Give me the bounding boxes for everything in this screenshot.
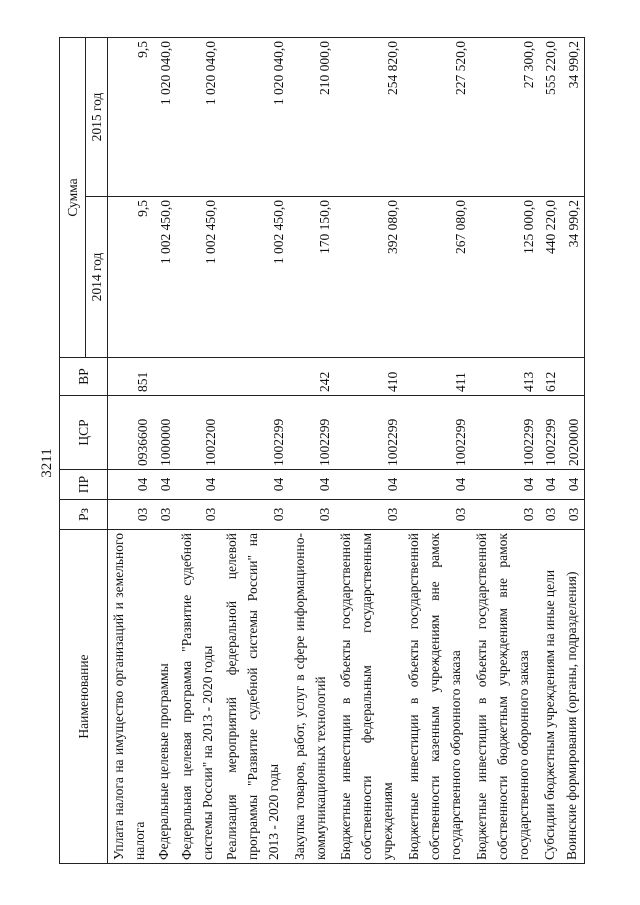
cell-csr: 1002299 xyxy=(539,396,562,470)
cell-y2015: 34 990,2 xyxy=(561,37,584,196)
cell-y2015: 9,5 xyxy=(108,37,154,196)
cell-pr: 04 xyxy=(176,470,221,500)
table-row xyxy=(471,37,539,863)
cell-pr: 04 xyxy=(221,470,289,500)
cell-vr: 851 xyxy=(108,358,154,396)
cell-rz: 03 xyxy=(403,500,471,530)
cell-name: Бюджетные инвестиции в объекты государственной собственности казенным учреждениям вне рамок государственного оборонного заказа xyxy=(403,530,471,864)
budget-table xyxy=(59,37,585,864)
cell-csr: 1002299 xyxy=(289,396,334,470)
table-row xyxy=(108,37,154,863)
cell-rz: 03 xyxy=(108,500,154,530)
budget-table-sheet xyxy=(59,38,585,864)
cell-vr xyxy=(176,358,221,396)
cell-y2015: 227 520,0 xyxy=(403,37,471,196)
cell-csr: 1002299 xyxy=(471,396,539,470)
cell-pr: 04 xyxy=(108,470,154,500)
table-row xyxy=(221,37,289,863)
header-vr: ВР xyxy=(60,358,108,396)
cell-pr: 04 xyxy=(289,470,334,500)
header-name: Наименование xyxy=(60,530,108,864)
cell-vr: 413 xyxy=(471,358,539,396)
cell-y2014: 1 002 450,0 xyxy=(176,197,221,358)
cell-csr: 1000000 xyxy=(153,396,176,470)
cell-y2015: 254 820,0 xyxy=(335,37,403,196)
header-rz: Рз xyxy=(60,500,108,530)
cell-name: Уплата налога на имущество организаций и земельного налога xyxy=(108,530,154,864)
page-number: 3211 xyxy=(39,448,55,478)
header-sum: Сумма xyxy=(60,37,86,357)
cell-rz: 03 xyxy=(289,500,334,530)
cell-y2015: 1 020 040,0 xyxy=(221,37,289,196)
cell-rz: 03 xyxy=(221,500,289,530)
cell-y2014: 34 990,2 xyxy=(561,197,584,358)
rotated-table-container xyxy=(59,38,585,864)
table-row xyxy=(153,37,176,863)
table-row xyxy=(539,37,562,863)
cell-rz: 03 xyxy=(471,500,539,530)
cell-name: Федеральные целевые программы xyxy=(153,530,176,864)
header-2014: 2014 год xyxy=(86,197,108,358)
cell-pr: 04 xyxy=(539,470,562,500)
cell-vr: 612 xyxy=(539,358,562,396)
header-2015: 2015 год xyxy=(86,37,108,196)
cell-vr xyxy=(561,358,584,396)
cell-rz: 03 xyxy=(539,500,562,530)
cell-pr: 04 xyxy=(153,470,176,500)
cell-y2015: 555 220,0 xyxy=(539,37,562,196)
cell-csr: 1002200 xyxy=(176,396,221,470)
cell-y2014: 440 220,0 xyxy=(539,197,562,358)
cell-pr: 04 xyxy=(335,470,403,500)
cell-vr: 242 xyxy=(289,358,334,396)
cell-vr: 411 xyxy=(403,358,471,396)
cell-name: Воинские формирования (органы, подразделения) xyxy=(561,530,584,864)
cell-pr: 04 xyxy=(403,470,471,500)
cell-y2014: 392 080,0 xyxy=(335,197,403,358)
header-csr: ЦСР xyxy=(60,396,108,470)
cell-name: Федеральная целевая программа "Развитие судебной системы России" на 2013 - 2020 годы xyxy=(176,530,221,864)
cell-y2015: 210 000,0 xyxy=(289,37,334,196)
cell-csr: 0936600 xyxy=(108,396,154,470)
table-body xyxy=(108,37,585,863)
cell-csr: 1002299 xyxy=(221,396,289,470)
cell-name: Бюджетные инвестиции в объекты государственной собственности бюджетным учреждениям вне рамок государственного оборонного заказа xyxy=(471,530,539,864)
cell-rz: 03 xyxy=(561,500,584,530)
cell-y2014: 267 080,0 xyxy=(403,197,471,358)
cell-name: Бюджетные инвестиции в объекты государственной собственности федеральным государственным учреждениям xyxy=(335,530,403,864)
table-row xyxy=(289,37,334,863)
cell-pr: 04 xyxy=(561,470,584,500)
cell-csr: 1002299 xyxy=(403,396,471,470)
cell-vr xyxy=(153,358,176,396)
cell-name: Реализация мероприятий федеральной целевой программы "Развитие судебной системы России" на 2013 - 2020 годы xyxy=(221,530,289,864)
header-pr: ПР xyxy=(60,470,108,500)
cell-vr xyxy=(221,358,289,396)
table-row xyxy=(403,37,471,863)
table-row xyxy=(176,37,221,863)
cell-rz: 03 xyxy=(153,500,176,530)
cell-rz: 03 xyxy=(176,500,221,530)
cell-y2014: 170 150,0 xyxy=(289,197,334,358)
cell-y2015: 1 020 040,0 xyxy=(153,37,176,196)
cell-y2014: 1 002 450,0 xyxy=(153,197,176,358)
cell-y2014: 1 002 450,0 xyxy=(221,197,289,358)
cell-vr: 410 xyxy=(335,358,403,396)
cell-csr: 1002299 xyxy=(335,396,403,470)
cell-csr: 2020000 xyxy=(561,396,584,470)
cell-name: Субсидии бюджетным учреждениям на иные цели xyxy=(539,530,562,864)
cell-y2015: 1 020 040,0 xyxy=(176,37,221,196)
table-header xyxy=(60,37,108,863)
cell-pr: 04 xyxy=(471,470,539,500)
table-row xyxy=(335,37,403,863)
cell-y2014: 9,5 xyxy=(108,197,154,358)
table-row xyxy=(561,37,584,863)
cell-name: Закупка товаров, работ, услуг в сфере информационно-коммуникационных технологий xyxy=(289,530,334,864)
cell-rz: 03 xyxy=(335,500,403,530)
cell-y2015: 27 300,0 xyxy=(471,37,539,196)
cell-y2014: 125 000,0 xyxy=(471,197,539,358)
